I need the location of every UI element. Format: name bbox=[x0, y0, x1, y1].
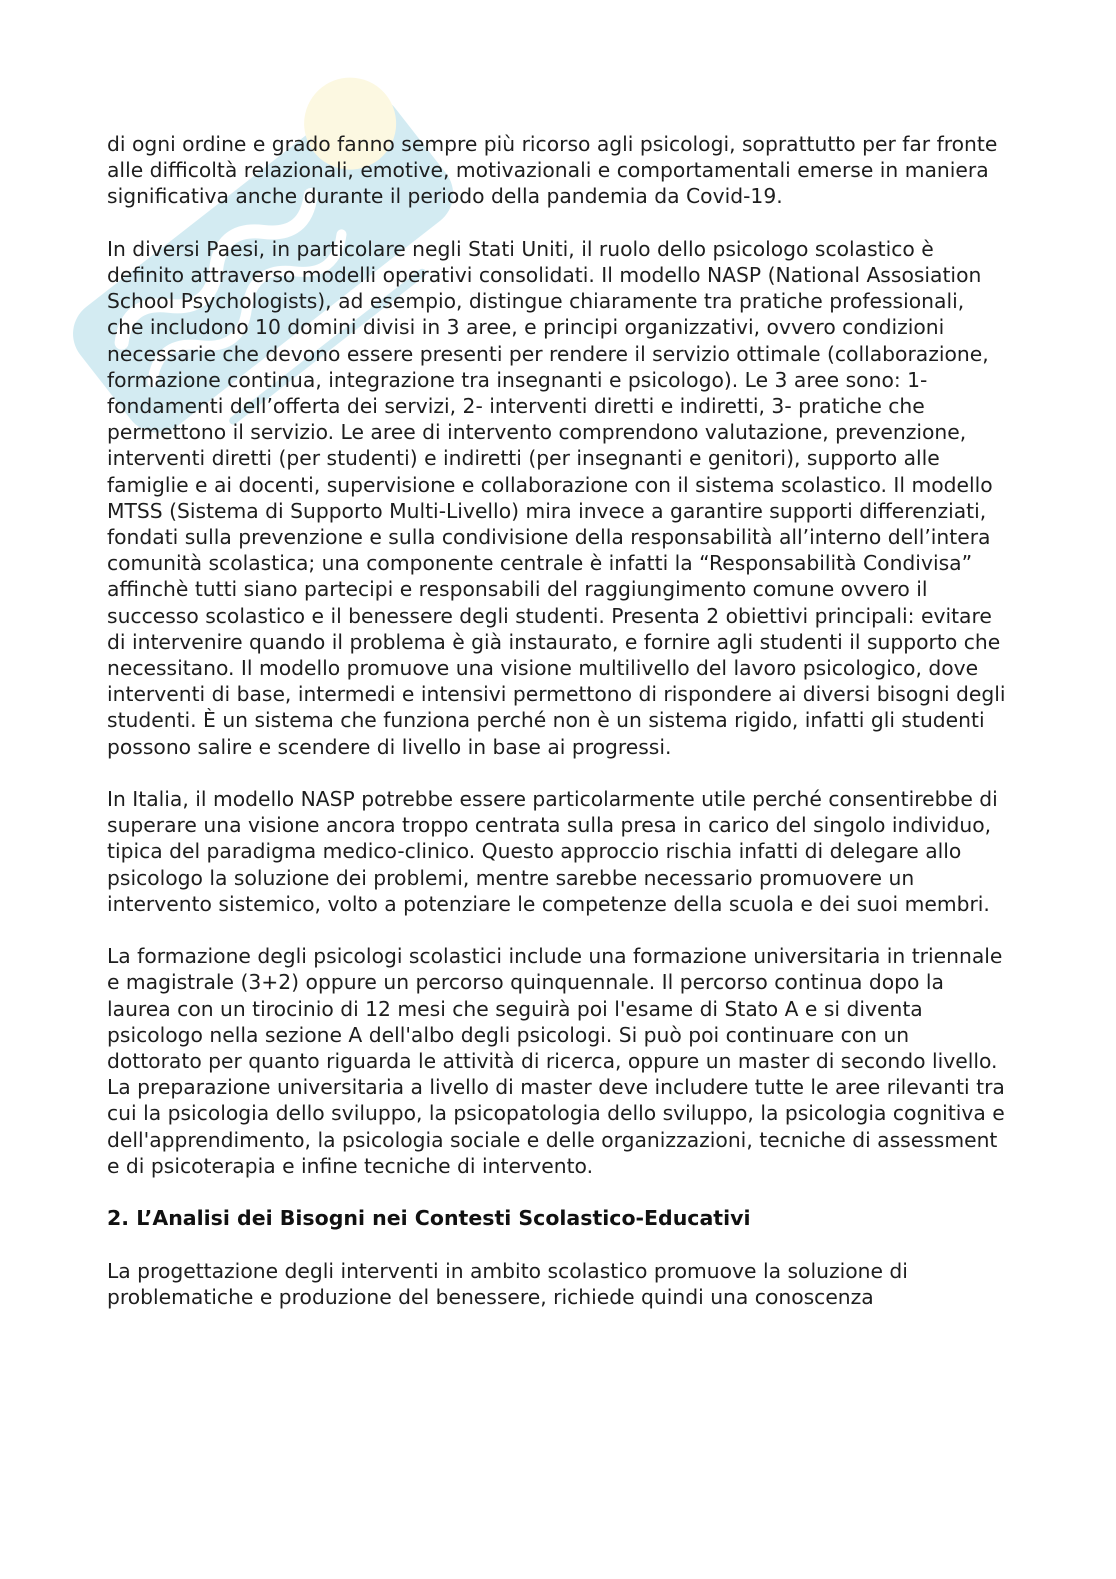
paragraph: La progettazione degli interventi in ambito scolastico promuove la soluzione di problematiche e produzione del benessere, richiede quindi una conoscenza bbox=[107, 1258, 908, 1309]
paragraph: La formazione degli psicologi scolastici include una formazione universitaria in triennale e magistrale (3+2) oppure un percorso quinquennale. Il percorso continua dopo la laurea con un tirocinio di 12 mesi che seguirà poi l'esame di Stato A e si diventa psicologo nella sezione A dell'albo degli psicologi. Si può poi continuare con un dottorato per quanto riguarda le attività di ricerca, oppure un master di secondo livello. La preparazione universitaria a livello di master deve includere tutte le aree rilevanti tra cui la psicologia dello sviluppo, la psicopatologia dello sviluppo, la psicologia cognitiva e dell'apprendimento, la psicologia sociale e delle organizzazioni, tecniche di assessment e di psicoterapia e infine tecniche di intervento. bbox=[107, 944, 1005, 1178]
paragraph: In diversi Paesi, in particolare negli Stati Uniti, il ruolo dello psicologo scolastico è definito attraverso modelli operativi consolidati. Il modello NASP (National Assosiation School Psychologists), ad esempio, distingue chiaramente tra pratiche professionali, che includono 10 domini divisi in 3 aree, e principi organizzativi, ovvero condizioni necessarie che devono essere presenti per rendere il servizio ottimale (collaborazione, formazione continua, integrazione tra insegnanti e psicologo). Le 3 aree sono: 1- fondamenti dell’offerta dei servizi, 2- interventi diretti e indiretti, 3- pratiche che permettono il servizio. Le aree di intervento comprendono valutazione, prevenzione, interventi diretti (per studenti) e indiretti (per insegnanti e genitori), supporto alle famiglie e ai docenti, supervisione e collaborazione con il sistema scolastico. Il modello MTSS (Sistema di Supporto Multi-Livello) mira invece a garantire supporti differenziati, fondati sulla prevenzione e sulla condivisione della responsabilità all’interno dell’intera comunità scolastica; una componente centrale è infatti la “Responsabilità Condivisa” affinchè tutti siano partecipi e responsabili del raggiungimento comune ovvero il successo scolastico e il benessere degli studenti. Presenta 2 obiettivi principali: evitare di intervenire quando il problema è già instaurato, e fornire agli studenti il supporto che necessitano. Il modello promuove una visione multilivello del lavoro psicologico, dove interventi di base, intermedi e intensivi permettono di rispondere ai diversi bisogni degli studenti. È un sistema che funziona perché non è un sistema rigido, infatti gli studenti possono salire e scendere di livello in base ai progressi. bbox=[107, 236, 1006, 759]
paragraph: di ogni ordine e grado fanno sempre più ricorso agli psicologi, soprattutto per far fronte alle difficoltà relazionali, emotive, motivazionali e comportamentali emerse in maniera significativa anche durante il periodo della pandemia da Covid-19. bbox=[107, 132, 998, 209]
paragraph: In Italia, il modello NASP potrebbe essere particolarmente utile perché consentirebbe di superare una visione ancora troppo centrata sulla presa in carico del singolo individuo, tipica del paradigma medico-clinico. Questo approccio rischia infatti di delegare allo psicologo la soluzione dei problemi, mentre sarebbe necessario promuovere un intervento sistemico, volto a potenziare le competenze della scuola e dei suoi membri. bbox=[107, 787, 998, 916]
document-body bbox=[107, 131, 1007, 1336]
section-heading: 2. L’Analisi dei Bisogni nei Contesti Scolastico-Educativi bbox=[107, 1206, 751, 1231]
